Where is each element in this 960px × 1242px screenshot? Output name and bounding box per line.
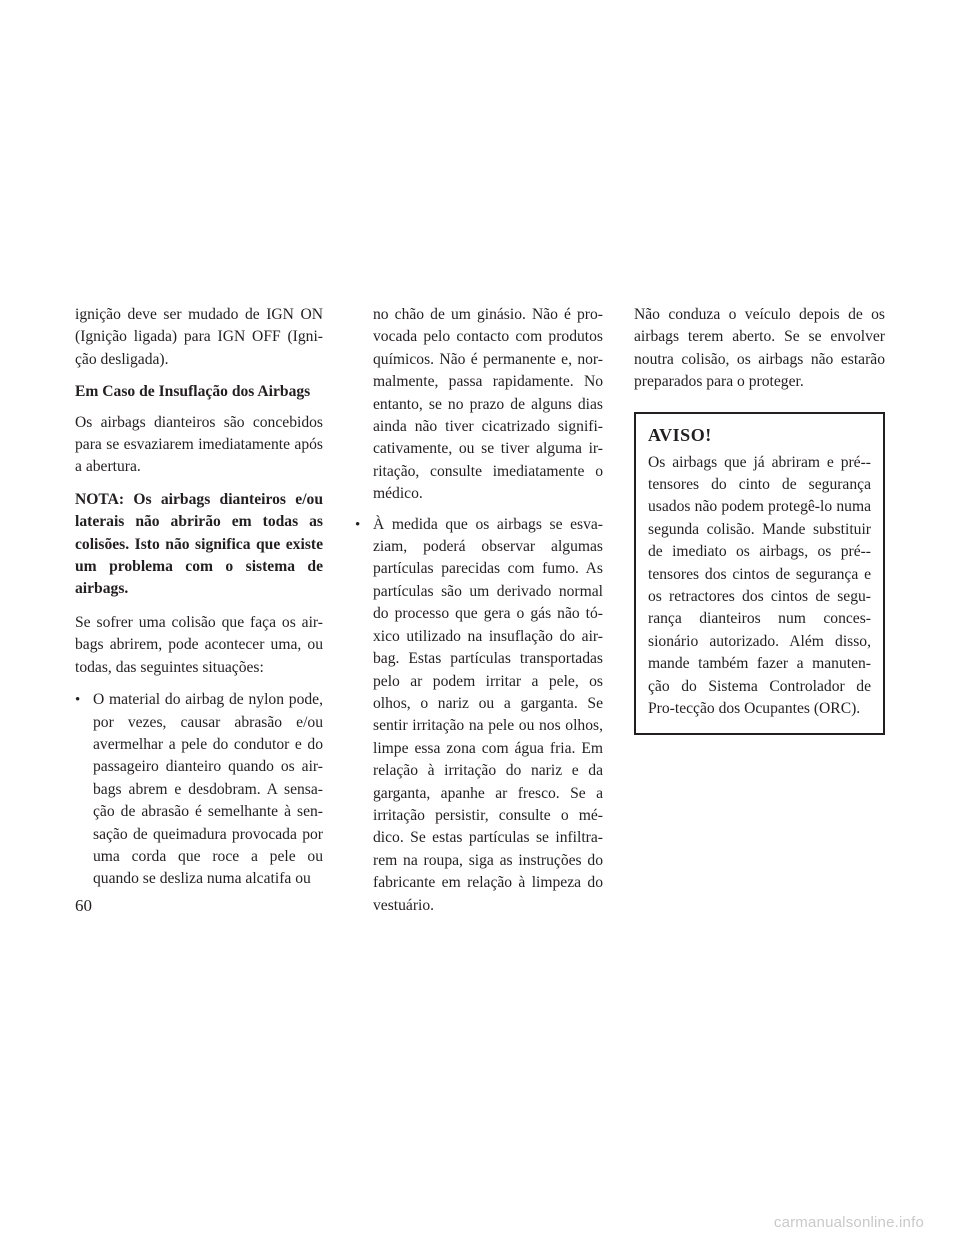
page-number: 60 — [75, 896, 92, 915]
paragraph-collision: Se sofrer uma colisão que faça os air-bags abrirem, pode acontecer uma, ou todas, das seguintes situações: — [75, 613, 323, 676]
column-right — [634, 304, 885, 735]
bullet-icon: • — [75, 692, 81, 709]
note-paragraph: NOTA: Os airbags dianteiros e/ou laterais não abrirão em todas as colisões. Isto não significa que existe um problema com o sistema de airbags. — [75, 490, 323, 598]
paragraph-do-not-drive: Não conduza o veículo depois de os airbags terem aberto. Se se envolver noutra colisão, os airbags não estarão preparados para o proteger. — [634, 306, 885, 391]
section-heading: Em Caso de Insuflação dos Airbags — [75, 383, 311, 401]
watermark: carmanualsonline.info — [773, 1214, 924, 1231]
warning-box — [634, 412, 885, 735]
bullet-text: À medida que os airbags se esva-ziam, poderá observar algumas partículas parecidas com fumo. As partículas são um derivado normal do processo que gera o gás não tó-xico utilizado na insuflação do air-bag. Estas partículas transportadas pelo ar podem irritar a pele, os olhos, o nariz ou a garganta. Se sentir irritação na pele ou nos olhos, limpe essa zona com água fria. Em relação à irritação do nariz e da garganta, apanhe ar fresco. Se a irritação persistir, consulte o mé-dico. Se estas partículas se infiltra-rem na roupa, siga as instruções do fabricante em relação à limpeza do vestuário. — [373, 515, 603, 914]
bullet-text-continued: no chão de um ginásio. Não é pro-vocada pelo contacto com produtos químicos. Não é permanente e, nor-malmente, passa rapidamente. No entanto, se no prazo de alguns dias ainda não tiver cicatrizado signifi-cativamente, ou se tiver alguma ir-ritação, consulte imediatamente o médico. — [373, 306, 603, 503]
list-item-continuation — [355, 304, 603, 506]
column-middle — [355, 304, 603, 925]
warning-text: Os airbags que já abriram e pré--tensores do cinto de segurança usados não podem protegê-lo numa segunda colisão. Mande substituir de imediato os airbags, os pré--tensores dos cintos de segurança e os retractores dos cintos de segu-rança dianteiros num conces-sionário autorizado. Além disso, mande também fazer a manuten-ção do Sistema Controlador de Pro-tecção dos Ocupantes (ORC). — [648, 453, 871, 718]
bullet-icon: • — [355, 516, 361, 533]
bullet-text: O material do airbag de nylon pode, por vezes, causar abrasão e/ou avermelhar a pele do condutor e do passageiro dianteiro quando os air-bags abrem e desdobram. A sensa-ção de abrasão é semelhante à sen-sação de queimadura provocada por uma corda que roce a pele ou quando se desliza numa alcatifa ou — [93, 691, 323, 888]
column-left — [75, 304, 323, 899]
list-item-nylon — [75, 689, 323, 891]
intro-paragraph: ignição deve ser mudado de IGN ON (Ignição ligada) para IGN OFF (Igni-ção desligada). — [75, 306, 323, 368]
warning-title: AVISO! — [648, 424, 712, 445]
list-item-particles — [355, 514, 603, 917]
paragraph-deflation: Os airbags dianteiros são concebidos para se esvaziarem imediatamente após a abertura. — [75, 413, 323, 476]
